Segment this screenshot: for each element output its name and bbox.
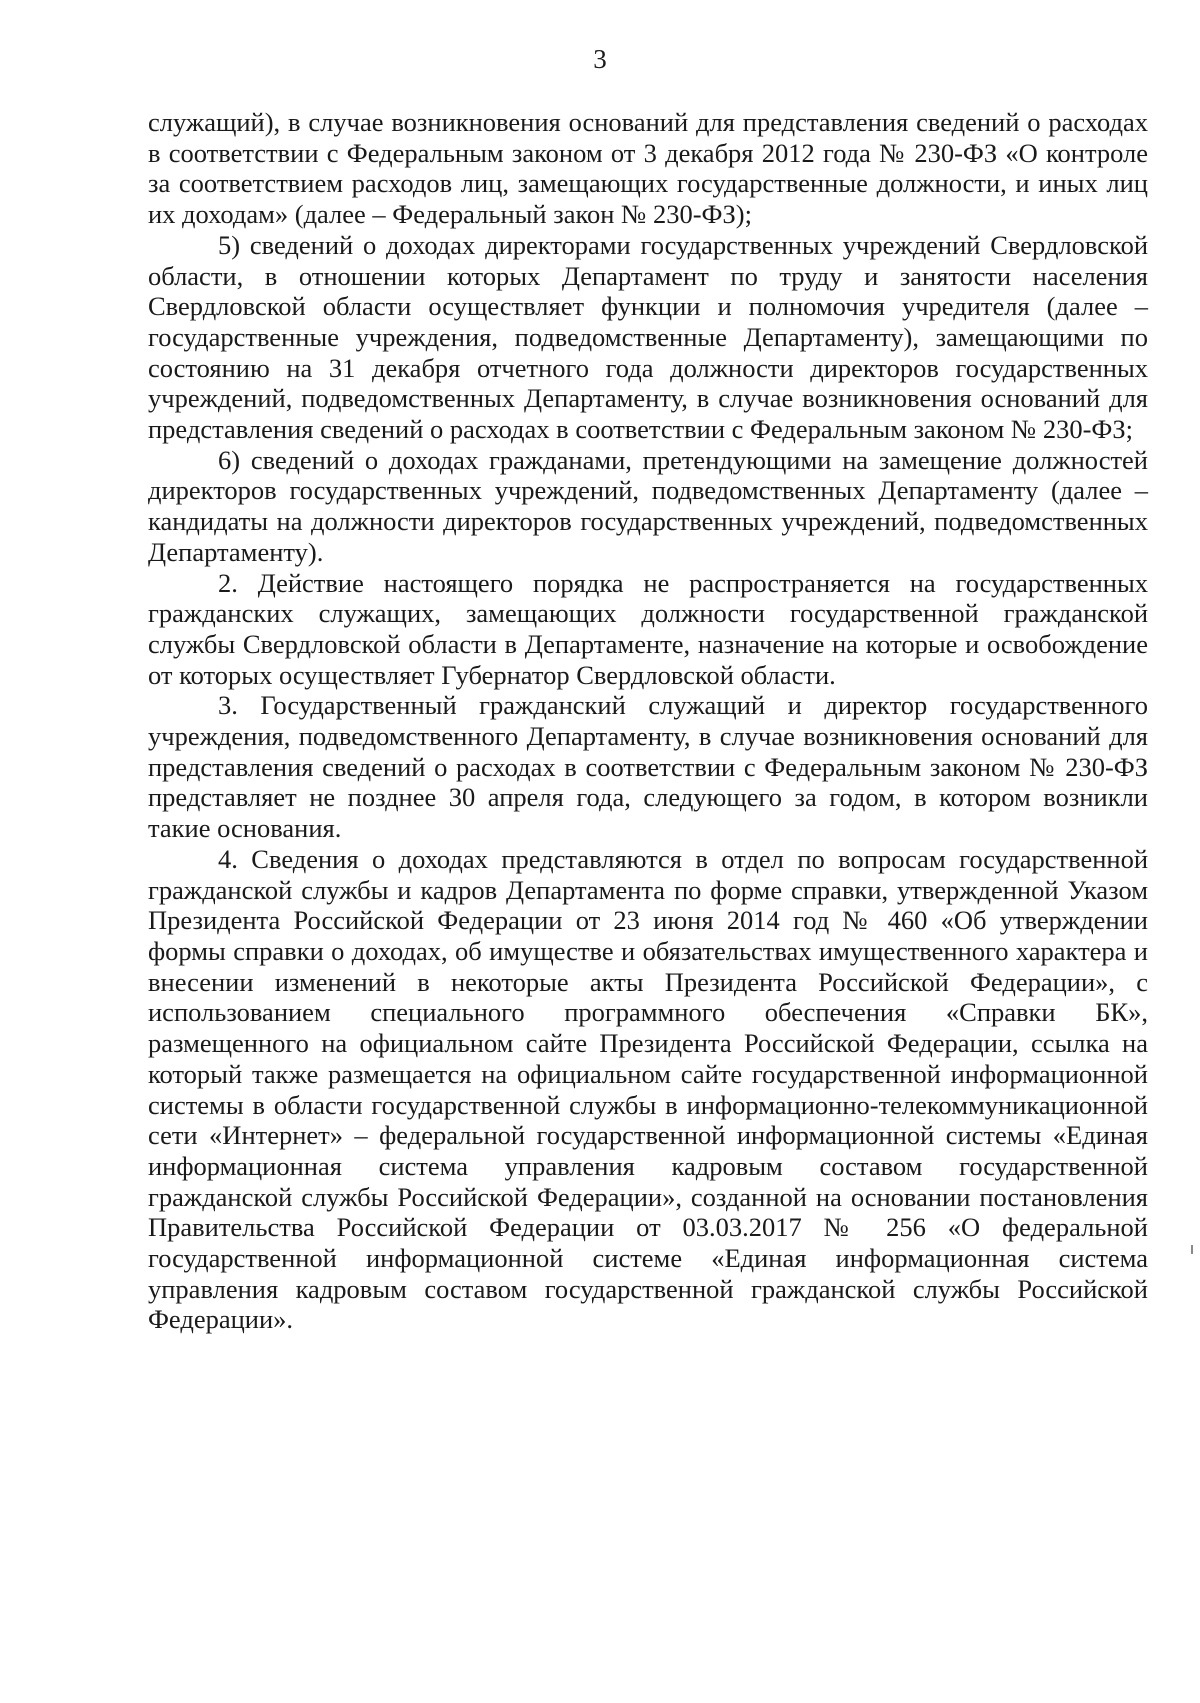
paragraph-clause-3: 3. Государственный гражданский служащий и директор государственного учреждения, подведомственного Департаменту, в случае возникновения оснований для представления сведений о расходах в соответствии с Федеральным законом № 230-ФЗ представляет не позднее 30 апреля года, следующего за годом, в котором возникли такие основания. — [148, 690, 1148, 844]
paragraph-continuation: служащий), в случае возникновения оснований для представления сведений о расходах в соответствии с Федеральным законом от 3 декабря 2012 года № 230-ФЗ «О контроле за соответствием расходов лиц, замещающих государственные должности, и иных лиц их доходам» (далее – Федеральный закон № 230-ФЗ); — [148, 107, 1148, 230]
scan-artifact-mark — [1191, 1245, 1193, 1254]
document-body — [148, 107, 1148, 1335]
paragraph-item-6: 6) сведений о доходах гражданами, претендующими на замещение должностей директоров государственных учреждений, подведомственных Департаменту (далее – кандидаты на должности директоров государственных учреждений, подведомственных Департаменту). — [148, 444, 1148, 567]
paragraph-clause-2: 2. Действие настоящего порядка не распространяется на государственных гражданских служащих, замещающих должности государственной гражданской службы Свердловской области в Департаменте, назначение на которые и освобождение от которых осуществляет Губернатор Свердловской области. — [148, 567, 1148, 690]
page-number: 3 — [593, 44, 607, 74]
paragraph-clause-4: 4. Сведения о доходах представляются в отдел по вопросам государственной гражданской службы и кадров Департамента по форме справки, утвержденной Указом Президента Российской Федерации от 23 июня 2014 год № 460 «Об утверждении формы справки о доходах, об имуществе и обязательствах имущественного характера и внесении изменений в некоторые акты Президента Российской Федерации», с использованием специального программного обеспечения «Справки БК», размещенного на официальном сайте Президента Российской Федерации, ссылка на который также размещается на официальном сайте государственной информационной системы в области государственной службы в информационно-телекоммуникационной сети «Интернет» – федеральной государственной информационной системы «Единая информационная система управления кадровым составом государственной гражданской службы Российской Федерации», созданной на основании постановления Правительства Российской Федерации от 03.03.2017 № 256 «О федеральной государственной информационной системе «Единая информационная система управления кадровым составом государственной гражданской службы Российской Федерации». — [148, 843, 1148, 1335]
paragraph-item-5: 5) сведений о доходах директорами государственных учреждений Свердловской области, в отношении которых Департамент по труду и занятости населения Свердловской области осуществляет функции и полномочия учредителя (далее – государственные учреждения, подведомственные Департаменту), замещающими по состоянию на 31 декабря отчетного года должности директоров государственных учреждений, подведомственных Департаменту, в случае возникновения оснований для представления сведений о расходах в соответствии с Федеральным законом № 230-ФЗ; — [148, 229, 1148, 445]
